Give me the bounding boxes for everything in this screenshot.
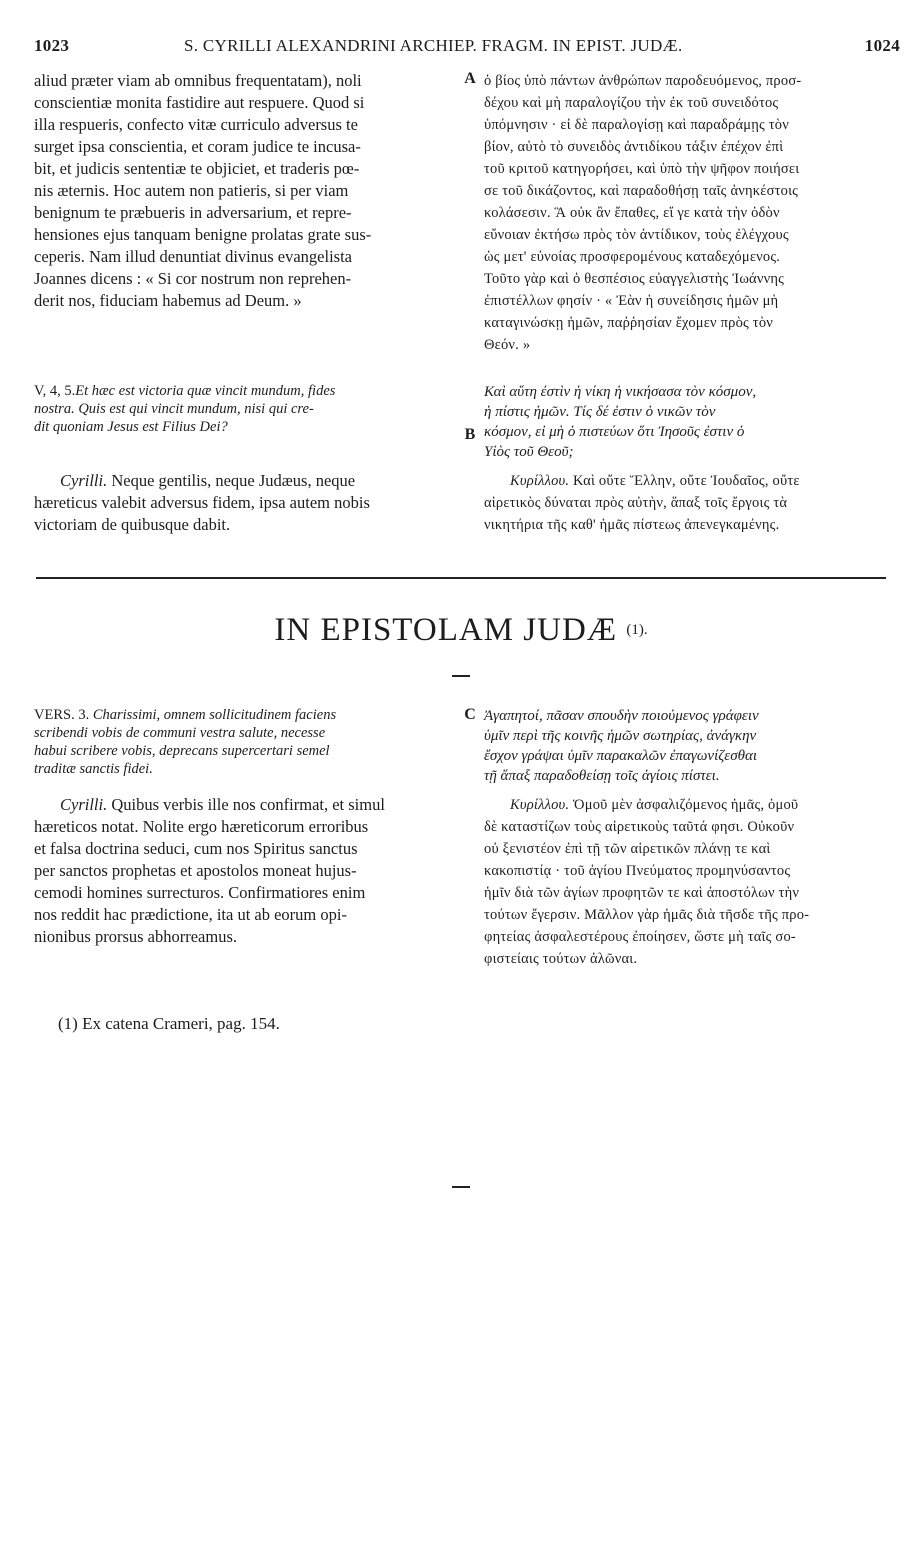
commentary-latin-5 [34, 470, 458, 536]
section-title-text: IN EPISTOLAM JUDÆ [274, 612, 618, 648]
margin-letter-c: C [464, 706, 476, 723]
text-line: οὐ ξενιστέον ἐπὶ τῇ τῶν αἱρετικῶν πλάνῃ τε καὶ [484, 841, 771, 857]
text-line: Υἱὸς τοῦ Θεοῦ; [484, 444, 574, 460]
commentary-label: Cyrilli. [60, 471, 108, 490]
text-line: victoriam de quibusque dabit. [34, 515, 231, 534]
commentary-label: Κυρίλλου. [510, 473, 570, 489]
text-line: Ὁμοῦ μὲν ἀσφαλιζόμενος ἡμᾶς, ὁμοῦ [573, 797, 799, 813]
section-title [0, 612, 922, 649]
text-line: Ἀγαπητοί, πᾶσαν σπουδὴν ποιούμενος γράφειν [484, 708, 759, 724]
text-line: δέχου καὶ μὴ παραλογίζου τὴν ἐκ τοῦ συνειδότος [484, 95, 779, 111]
text-line: bit, et judicis sententiæ te objiciet, et traderis pœ- [34, 159, 360, 178]
text-line: traditæ sanctis fidei. [34, 761, 153, 777]
verse-reference: V, 4, 5. [34, 383, 76, 399]
text-line: hæreticos notat. Nolite ergo hæreticorum erroribus [34, 817, 369, 836]
page-number-left: 1023 [34, 36, 70, 55]
text-line: Καὶ οὔτε Ἕλλην, οὔτε Ἰουδαῖος, οὔτε [573, 473, 800, 489]
verse-reference: VERS. 3. [34, 707, 90, 723]
margin-letter-b: B [464, 426, 476, 443]
text-line: ὡς μετ' εὐνοίας προσφερομένους καταδεχόμενος. [484, 249, 781, 265]
latin-text-continuation [34, 70, 458, 312]
text-line: βίον, αὐτὸ τὸ συνειδὸς ἀντιδίκου τάξιν ἐπέχον ἐπὶ [484, 139, 784, 155]
text-line: scribendi vobis de communi vestra salute, necesse [34, 725, 326, 741]
text-line: ἐπιστέλλων φησίν · « Ἐὰν ἡ συνείδησις ἡμῶν μὴ [484, 293, 779, 309]
text-line: illa respueris, confecto vitæ curriculo adversus te [34, 115, 358, 134]
footnote: (1) Ex catena Crameri, pag. 154. [58, 1014, 280, 1033]
text-line: ὑπόμνησιν · εἰ δὲ παραλογίσῃ καὶ παραδράμῃς τὸν [484, 117, 790, 133]
text-line: φιστείαις τούτων ἁλῶναι. [484, 951, 638, 967]
text-line: Joannes dicens : « Si cor nostrum non reprehen- [34, 269, 352, 288]
margin-letter-a: A [464, 70, 476, 87]
page-number-right: 1024 [864, 36, 900, 55]
text-line: νικητήρια τῆς καθ' ἡμᾶς πίστεως ἀπενεγκαμένης. [484, 517, 780, 533]
text-line: Et hæc est victoria quæ vincit mundum, fides [75, 383, 336, 399]
text-line: ceperis. Nam illud denuntiat divinus evangelista [34, 247, 353, 266]
title-dash [452, 675, 470, 677]
text-line: nos reddit hac prædictione, ita ut ab eorum opi- [34, 905, 347, 924]
greek-text-continuation [484, 70, 896, 356]
text-line: hensiones ejus tanquam benigne prolatas grate sus- [34, 225, 372, 244]
commentary-latin-3 [34, 794, 458, 948]
verse-greek-3 [484, 706, 896, 786]
section-divider [36, 577, 886, 579]
verse-greek-5 [484, 382, 896, 462]
running-title: S. CYRILLI ALEXANDRINI ARCHIEP. FRAGM. IN EPIST. JUDÆ. [184, 36, 683, 55]
text-line: καταγινώσκῃ ἡμῶν, παῤῥησίαν ἔχομεν πρὸς τὸν [484, 315, 774, 331]
text-line: ὁ βίος ὑπὸ πάντων ἀνθρώπων παροδευόμενος, προσ- [484, 73, 802, 89]
text-line: τῇ ἅπαξ παραδοθείσῃ τοῖς ἁγίοις πίστει. [484, 768, 720, 784]
text-line: et falsa doctrina seduci, cum nos Spiritus sanctus [34, 839, 358, 858]
commentary-greek-3 [484, 794, 896, 970]
text-line: surget ipsa conscientia, et coram judice te incusa- [34, 137, 361, 156]
commentary-label: Κυρίλλου. [510, 797, 570, 813]
end-dash [452, 1186, 470, 1188]
verse-latin-3 [34, 706, 458, 778]
text-line: τούτων ἔγερσιν. Μᾶλλον γὰρ ἡμᾶς διὰ τῆσδε τῆς προ- [484, 907, 810, 923]
text-line: Τοῦτο γὰρ καὶ ὁ θεσπέσιος εὐαγγελιστὴς Ἰωάννης [484, 271, 785, 287]
text-line: derit nos, fiduciam habemus ad Deum. » [34, 291, 302, 310]
commentary-label: Cyrilli. [60, 795, 108, 814]
text-line: ἔσχον γράψαι ὑμῖν παρακαλῶν ἐπαγωνίζεσθαι [484, 748, 758, 764]
text-line: benignum te præbueris in adversarium, et repre- [34, 203, 352, 222]
text-line: σε τοῦ δικάζοντος, καὶ παραδοθήσῃ ταῖς ἀνηκέστοις [484, 183, 799, 199]
text-line: dit quoniam Jesus est Filius Dei? [34, 419, 228, 435]
text-line: Καὶ αὕτη ἐστὶν ἡ νίκη ἡ νικήσασα τὸν κόσμον, [484, 384, 757, 400]
text-line: Neque gentilis, neque Judæus, neque [111, 471, 356, 490]
text-line: τοῦ κριτοῦ κατηγορήσει, καὶ ὑπὸ τὴν ψῆφον ποιήσει [484, 161, 800, 177]
text-line: aliud præter viam ab omnibus frequentatam), noli [34, 71, 362, 90]
text-line: nis æternis. Hoc autem non patieris, si per viam [34, 181, 349, 200]
text-line: conscientiæ monita fastidire aut respuere. Quod si [34, 93, 365, 112]
text-line: εὔνοιαν ἐκτήσω πρὸς τὸν ἀντίδικον, τοὺς ἐλέγχους [484, 227, 789, 243]
text-line: hæreticus valebit adversus fidem, ipsa autem nobis [34, 493, 370, 512]
text-line: nostra. Quis est qui vincit mundum, nisi qui cre- [34, 401, 314, 417]
text-line: Charissimi, omnem sollicitudinem faciens [92, 707, 337, 723]
commentary-greek-5 [484, 470, 896, 536]
text-line: κολάσεσιν. Ἃ οὐκ ἂν ἔπαθες, εἴ γε κατὰ τὴν ὁδὸν [484, 205, 780, 221]
text-line: per sanctos prophetas et apostolos moneat hujus- [34, 861, 357, 880]
text-line: ἡμῖν διὰ τῶν ἁγίων προφητῶν τε καὶ ἀποστόλων τὴν [484, 885, 800, 901]
text-line: Quibus verbis ille nos confirmat, et simul [111, 795, 385, 814]
running-header [34, 36, 900, 60]
text-line: ἡ πίστις ἡμῶν. Τίς δέ ἐστιν ὁ νικῶν τὸν [484, 404, 716, 420]
footnote-mark: (1). [626, 622, 648, 638]
text-line: ὑμῖν περὶ τῆς κοινῆς ἡμῶν σωτηρίας, ἀνάγκην [484, 728, 757, 744]
text-line: nionibus prorsus abhorreamus. [34, 927, 238, 946]
text-line: Θεόν. » [484, 337, 531, 353]
text-line: κακοπιστίᾳ · τοῦ ἁγίου Πνεύματος προμηνύσαντος [484, 863, 791, 879]
text-line: κόσμον, εἰ μὴ ὁ πιστεύων ὅτι Ἰησοῦς ἐστιν ὁ [484, 424, 745, 440]
text-line: φητείας ἀσφαλεστέρους ἐποίησεν, ὥστε μὴ ταῖς σο- [484, 929, 796, 945]
text-line: δὲ καταστίζων τοὺς αἱρετικοὺς ταῦτά φησι. Οὐκοῦν [484, 819, 795, 835]
text-line: habui scribere vobis, deprecans supercertari semel [34, 743, 330, 759]
verse-latin-5 [34, 382, 458, 436]
text-line: αἱρετικὸς δύναται πρὸς αὐτὴν, ἅπαξ τοῖς ἔργοις τὰ [484, 495, 788, 511]
text-line: cemodi homines surrecturos. Confirmatiores enim [34, 883, 366, 902]
